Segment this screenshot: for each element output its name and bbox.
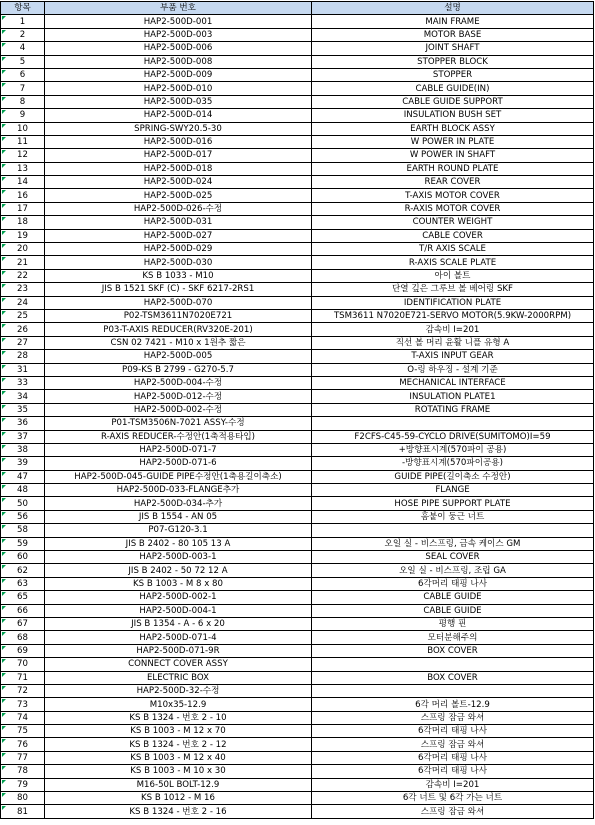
table-row bbox=[1, 751, 594, 764]
part-number-cell: KS B 1003 - M 12 x 70 bbox=[45, 725, 312, 738]
part-number-cell: HAP2-500D-025 bbox=[45, 189, 312, 202]
description-cell: W POWER IN SHAFT bbox=[312, 149, 594, 162]
table-row bbox=[1, 55, 594, 68]
item-number-cell: 26 bbox=[1, 323, 45, 336]
item-number-cell: 12 bbox=[1, 149, 45, 162]
item-number-cell: 68 bbox=[1, 631, 45, 644]
description-cell bbox=[312, 524, 594, 537]
part-number-cell: JIS B 2402 - 80 105 13 A bbox=[45, 537, 312, 550]
item-number-cell: 22 bbox=[1, 269, 45, 282]
table-row bbox=[1, 336, 594, 349]
part-number-cell: HAP2-500D-030 bbox=[45, 256, 312, 269]
item-number-cell: 9 bbox=[1, 109, 45, 122]
description-cell: F2CFS-C45-59-CYCLO DRIVE(SUMITOMO)I=59 bbox=[312, 430, 594, 443]
part-number-cell: HAP2-500D-033-FLANGE추가 bbox=[45, 484, 312, 497]
header-item-number: 항목 bbox=[1, 2, 45, 15]
table-row bbox=[1, 698, 594, 711]
part-number-cell: JIS B 1354 - A - 6 x 20 bbox=[45, 617, 312, 630]
part-number-cell: KS B 1324 - 번호 2 - 10 bbox=[45, 711, 312, 724]
description-cell: MAIN FRAME bbox=[312, 15, 594, 28]
part-number-cell: HAP2-500D-006 bbox=[45, 42, 312, 55]
item-number-cell: 77 bbox=[1, 751, 45, 764]
table-row bbox=[1, 738, 594, 751]
description-cell: W POWER IN PLATE bbox=[312, 135, 594, 148]
description-cell: 6각 너트 및 6각 가는 너트 bbox=[312, 792, 594, 805]
table-row bbox=[1, 202, 594, 215]
description-cell: 6각 머리 볼트-12.9 bbox=[312, 698, 594, 711]
table-row bbox=[1, 363, 594, 376]
item-number-cell: 79 bbox=[1, 778, 45, 791]
table-row bbox=[1, 470, 594, 483]
table-row bbox=[1, 671, 594, 684]
parts-list-table bbox=[0, 1, 594, 819]
part-number-cell: HAP2-500D-026-수정 bbox=[45, 202, 312, 215]
item-number-cell: 65 bbox=[1, 591, 45, 604]
table-row bbox=[1, 376, 594, 389]
part-number-cell: CSN 02 7421 - M10 x 1원추 짧은 bbox=[45, 336, 312, 349]
item-number-cell: 80 bbox=[1, 792, 45, 805]
table-row bbox=[1, 644, 594, 657]
item-number-cell: 35 bbox=[1, 403, 45, 416]
description-cell: EARTH BLOCK ASSY bbox=[312, 122, 594, 135]
table-row bbox=[1, 135, 594, 148]
header-part-number: 부품 번호 bbox=[45, 2, 312, 15]
item-number-cell: 66 bbox=[1, 604, 45, 617]
part-number-cell: KS B 1324 - 번호 2 - 12 bbox=[45, 738, 312, 751]
item-number-cell: 58 bbox=[1, 524, 45, 537]
table-row bbox=[1, 457, 594, 470]
description-cell: JOINT SHAFT bbox=[312, 42, 594, 55]
item-number-cell: 23 bbox=[1, 283, 45, 296]
table-row bbox=[1, 309, 594, 322]
part-number-cell: HAP2-500D-071-9R bbox=[45, 644, 312, 657]
part-number-cell: M10x35-12.9 bbox=[45, 698, 312, 711]
description-cell: 6각머리 태핑 나사 bbox=[312, 577, 594, 590]
item-number-cell: 69 bbox=[1, 644, 45, 657]
description-cell: BOX COVER bbox=[312, 671, 594, 684]
table-row bbox=[1, 591, 594, 604]
item-number-cell: 48 bbox=[1, 484, 45, 497]
table-row bbox=[1, 577, 594, 590]
table-row bbox=[1, 176, 594, 189]
table-row bbox=[1, 216, 594, 229]
description-cell bbox=[312, 684, 594, 697]
item-number-cell: 37 bbox=[1, 430, 45, 443]
description-cell: 스프링 잠금 와셔 bbox=[312, 711, 594, 724]
table-row bbox=[1, 229, 594, 242]
table-row bbox=[1, 283, 594, 296]
description-cell: 6각머리 태핑 나사 bbox=[312, 765, 594, 778]
description-cell: BOX COVER bbox=[312, 644, 594, 657]
table-row bbox=[1, 684, 594, 697]
description-cell: 스프링 잠금 와셔 bbox=[312, 805, 594, 818]
table-row bbox=[1, 417, 594, 430]
item-number-cell: 71 bbox=[1, 671, 45, 684]
item-number-cell: 6 bbox=[1, 68, 45, 81]
item-number-cell: 11 bbox=[1, 135, 45, 148]
description-cell: 스프링 잠금 와셔 bbox=[312, 738, 594, 751]
table-row bbox=[1, 564, 594, 577]
part-number-cell: KS B 1012 - M 16 bbox=[45, 792, 312, 805]
item-number-cell: 1 bbox=[1, 15, 45, 28]
part-number-cell: HAP2-500D-035 bbox=[45, 95, 312, 108]
item-number-cell: 13 bbox=[1, 162, 45, 175]
table-row bbox=[1, 725, 594, 738]
description-cell: MOTOR BASE bbox=[312, 28, 594, 41]
description-cell: 단열 깊은 그루브 볼 베어링 SKF bbox=[312, 283, 594, 296]
part-number-cell: JIS B 2402 - 50 72 12 A bbox=[45, 564, 312, 577]
part-number-cell: HAP2-500D-014 bbox=[45, 109, 312, 122]
part-number-cell: HAP2-500D-002-수정 bbox=[45, 403, 312, 416]
description-cell: COUNTER WEIGHT bbox=[312, 216, 594, 229]
part-number-cell: P03-T-AXIS REDUCER(RV320E-201) bbox=[45, 323, 312, 336]
description-cell: 오일 실 - 비스프링, 금속 케이스 GM bbox=[312, 537, 594, 550]
item-number-cell: 81 bbox=[1, 805, 45, 818]
table-row bbox=[1, 15, 594, 28]
description-cell: STOPPER BLOCK bbox=[312, 55, 594, 68]
description-cell: ROTATING FRAME bbox=[312, 403, 594, 416]
part-number-cell: P09-KS B 2799 - G270-5.7 bbox=[45, 363, 312, 376]
description-cell: CABLE GUIDE bbox=[312, 591, 594, 604]
item-number-cell: 21 bbox=[1, 256, 45, 269]
item-number-cell: 60 bbox=[1, 551, 45, 564]
part-number-cell: SPRING-SWY20.5-30 bbox=[45, 122, 312, 135]
description-cell: T-AXIS MOTOR COVER bbox=[312, 189, 594, 202]
part-number-cell: HAP2-500D-005 bbox=[45, 350, 312, 363]
description-cell: REAR COVER bbox=[312, 176, 594, 189]
item-number-cell: 72 bbox=[1, 684, 45, 697]
item-number-cell: 70 bbox=[1, 658, 45, 671]
item-number-cell: 34 bbox=[1, 390, 45, 403]
description-cell: 모터분해주의 bbox=[312, 631, 594, 644]
table-row bbox=[1, 484, 594, 497]
table-body bbox=[1, 15, 594, 818]
item-number-cell: 67 bbox=[1, 617, 45, 630]
table-row bbox=[1, 269, 594, 282]
part-number-cell: KS B 1003 - M 8 x 80 bbox=[45, 577, 312, 590]
item-number-cell: 4 bbox=[1, 42, 45, 55]
item-number-cell: 7 bbox=[1, 82, 45, 95]
table-row bbox=[1, 805, 594, 818]
part-number-cell: KS B 1003 - M 10 x 30 bbox=[45, 765, 312, 778]
part-number-cell: HAP2-500D-001 bbox=[45, 15, 312, 28]
item-number-cell: 74 bbox=[1, 711, 45, 724]
description-cell bbox=[312, 658, 594, 671]
item-number-cell: 31 bbox=[1, 363, 45, 376]
description-cell: O-링 하우징 - 설계 기준 bbox=[312, 363, 594, 376]
table-row bbox=[1, 778, 594, 791]
item-number-cell: 5 bbox=[1, 55, 45, 68]
item-number-cell: 56 bbox=[1, 510, 45, 523]
table-row bbox=[1, 243, 594, 256]
description-cell: 평행 핀 bbox=[312, 617, 594, 630]
table-row bbox=[1, 350, 594, 363]
part-number-cell: HAP2-500D-031 bbox=[45, 216, 312, 229]
part-number-cell: R-AXIS REDUCER-수정안(1축적용타입) bbox=[45, 430, 312, 443]
item-number-cell: 27 bbox=[1, 336, 45, 349]
description-cell: R-AXIS SCALE PLATE bbox=[312, 256, 594, 269]
table-row bbox=[1, 631, 594, 644]
item-number-cell: 36 bbox=[1, 417, 45, 430]
table-row bbox=[1, 617, 594, 630]
description-cell: 아이 볼트 bbox=[312, 269, 594, 282]
description-cell: +방향표시계(570파이 공용) bbox=[312, 443, 594, 456]
item-number-cell: 39 bbox=[1, 457, 45, 470]
description-cell: R-AXIS MOTOR COVER bbox=[312, 202, 594, 215]
part-number-cell: KS B 1033 - M10 bbox=[45, 269, 312, 282]
table-row bbox=[1, 82, 594, 95]
item-number-cell: 2 bbox=[1, 28, 45, 41]
item-number-cell: 78 bbox=[1, 765, 45, 778]
item-number-cell: 20 bbox=[1, 243, 45, 256]
item-number-cell: 17 bbox=[1, 202, 45, 215]
description-cell: 6각머리 태핑 나사 bbox=[312, 725, 594, 738]
item-number-cell: 62 bbox=[1, 564, 45, 577]
description-cell: SEAL COVER bbox=[312, 551, 594, 564]
table-row bbox=[1, 28, 594, 41]
description-cell: CABLE GUIDE bbox=[312, 604, 594, 617]
description-cell: 홈붙이 둥근 너트 bbox=[312, 510, 594, 523]
description-cell: 오일 실 - 비스프링, 조립 GA bbox=[312, 564, 594, 577]
item-number-cell: 18 bbox=[1, 216, 45, 229]
description-cell: IDENTIFICATION PLATE bbox=[312, 296, 594, 309]
description-cell: HOSE PIPE SUPPORT PLATE bbox=[312, 497, 594, 510]
part-number-cell: HAP2-500D-024 bbox=[45, 176, 312, 189]
table-row bbox=[1, 604, 594, 617]
part-number-cell: HAP2-500D-012-수정 bbox=[45, 390, 312, 403]
item-number-cell: 10 bbox=[1, 122, 45, 135]
part-number-cell: HAP2-500D-045-GUIDE PIPE수정안(1축용길이축소) bbox=[45, 470, 312, 483]
part-number-cell: HAP2-500D-004-수정 bbox=[45, 376, 312, 389]
table-row bbox=[1, 403, 594, 416]
item-number-cell: 38 bbox=[1, 443, 45, 456]
description-cell: FLANGE bbox=[312, 484, 594, 497]
table-row bbox=[1, 711, 594, 724]
table-row bbox=[1, 658, 594, 671]
part-number-cell: ELECTRIC BOX bbox=[45, 671, 312, 684]
description-cell: CABLE COVER bbox=[312, 229, 594, 242]
table-row bbox=[1, 551, 594, 564]
table-row bbox=[1, 537, 594, 550]
item-number-cell: 63 bbox=[1, 577, 45, 590]
table-row bbox=[1, 162, 594, 175]
table-row bbox=[1, 122, 594, 135]
item-number-cell: 25 bbox=[1, 309, 45, 322]
description-cell: 감속비 I=201 bbox=[312, 323, 594, 336]
table-row bbox=[1, 109, 594, 122]
table-row bbox=[1, 792, 594, 805]
part-number-cell: HAP2-500D-008 bbox=[45, 55, 312, 68]
part-number-cell: HAP2-500D-009 bbox=[45, 68, 312, 81]
description-cell: 6각머리 태핑 나사 bbox=[312, 751, 594, 764]
table-row bbox=[1, 296, 594, 309]
part-number-cell: HAP2-500D-029 bbox=[45, 243, 312, 256]
description-cell: TSM3611 N7020E721-SERVO MOTOR(5.9KW-2000RPM) bbox=[312, 309, 594, 322]
description-cell: T-AXIS INPUT GEAR bbox=[312, 350, 594, 363]
item-number-cell: 8 bbox=[1, 95, 45, 108]
part-number-cell: HAP2-500D-071-6 bbox=[45, 457, 312, 470]
table-row bbox=[1, 149, 594, 162]
table-row bbox=[1, 42, 594, 55]
part-number-cell: HAP2-500D-018 bbox=[45, 162, 312, 175]
item-number-cell: 76 bbox=[1, 738, 45, 751]
part-number-cell: CONNECT COVER ASSY bbox=[45, 658, 312, 671]
table-row bbox=[1, 765, 594, 778]
table-row bbox=[1, 68, 594, 81]
table-row bbox=[1, 95, 594, 108]
item-number-cell: 59 bbox=[1, 537, 45, 550]
part-number-cell: HAP2-500D-002-1 bbox=[45, 591, 312, 604]
table-row bbox=[1, 510, 594, 523]
table-row bbox=[1, 430, 594, 443]
table-row bbox=[1, 524, 594, 537]
part-number-cell: HAP2-500D-071-7 bbox=[45, 443, 312, 456]
description-cell bbox=[312, 417, 594, 430]
table-row bbox=[1, 390, 594, 403]
table-row bbox=[1, 323, 594, 336]
item-number-cell: 75 bbox=[1, 725, 45, 738]
table-row bbox=[1, 443, 594, 456]
item-number-cell: 14 bbox=[1, 176, 45, 189]
part-number-cell: JIS B 1554 - AN 05 bbox=[45, 510, 312, 523]
description-cell: INSULATION PLATE1 bbox=[312, 390, 594, 403]
description-cell: -방향표시계(570파이공용) bbox=[312, 457, 594, 470]
part-number-cell: HAP2-500D-004-1 bbox=[45, 604, 312, 617]
part-number-cell: M16-50L BOLT-12.9 bbox=[45, 778, 312, 791]
table-row bbox=[1, 256, 594, 269]
table-header-row bbox=[1, 2, 594, 15]
part-number-cell: JIS B 1521 SKF (C) - SKF 6217-2RS1 bbox=[45, 283, 312, 296]
part-number-cell: P01-TSM3506N-7021 ASSY-수정 bbox=[45, 417, 312, 430]
description-cell: INSULATION BUSH SET bbox=[312, 109, 594, 122]
part-number-cell: HAP2-500D-017 bbox=[45, 149, 312, 162]
description-cell: CABLE GUIDE SUPPORT bbox=[312, 95, 594, 108]
item-number-cell: 24 bbox=[1, 296, 45, 309]
part-number-cell: KS B 1003 - M 12 x 40 bbox=[45, 751, 312, 764]
item-number-cell: 33 bbox=[1, 376, 45, 389]
table-row bbox=[1, 189, 594, 202]
item-number-cell: 73 bbox=[1, 698, 45, 711]
description-cell: EARTH ROUND PLATE bbox=[312, 162, 594, 175]
description-cell: CABLE GUIDE(IN) bbox=[312, 82, 594, 95]
item-number-cell: 16 bbox=[1, 189, 45, 202]
description-cell: 감속비 I=201 bbox=[312, 778, 594, 791]
part-number-cell: KS B 1324 - 번호 2 - 16 bbox=[45, 805, 312, 818]
part-number-cell: HAP2-500D-016 bbox=[45, 135, 312, 148]
item-number-cell: 28 bbox=[1, 350, 45, 363]
description-cell: STOPPER bbox=[312, 68, 594, 81]
header-description: 설명 bbox=[312, 2, 594, 15]
part-number-cell: HAP2-500D-071-4 bbox=[45, 631, 312, 644]
table-row bbox=[1, 497, 594, 510]
description-cell: GUIDE PIPE(길이축소 수정안) bbox=[312, 470, 594, 483]
description-cell: MECHANICAL INTERFACE bbox=[312, 376, 594, 389]
part-number-cell: HAP2-500D-034-추가 bbox=[45, 497, 312, 510]
part-number-cell: HAP2-500D-32-수정 bbox=[45, 684, 312, 697]
item-number-cell: 50 bbox=[1, 497, 45, 510]
description-cell: T/R AXIS SCALE bbox=[312, 243, 594, 256]
item-number-cell: 47 bbox=[1, 470, 45, 483]
item-number-cell: 19 bbox=[1, 229, 45, 242]
part-number-cell: HAP2-500D-010 bbox=[45, 82, 312, 95]
part-number-cell: P07-G120-3.1 bbox=[45, 524, 312, 537]
part-number-cell: HAP2-500D-027 bbox=[45, 229, 312, 242]
description-cell: 직선 볼 머리 윤활 니플 유형 A bbox=[312, 336, 594, 349]
part-number-cell: HAP2-500D-003 bbox=[45, 28, 312, 41]
part-number-cell: P02-TSM3611N7020E721 bbox=[45, 309, 312, 322]
part-number-cell: HAP2-500D-003-1 bbox=[45, 551, 312, 564]
part-number-cell: HAP2-500D-070 bbox=[45, 296, 312, 309]
